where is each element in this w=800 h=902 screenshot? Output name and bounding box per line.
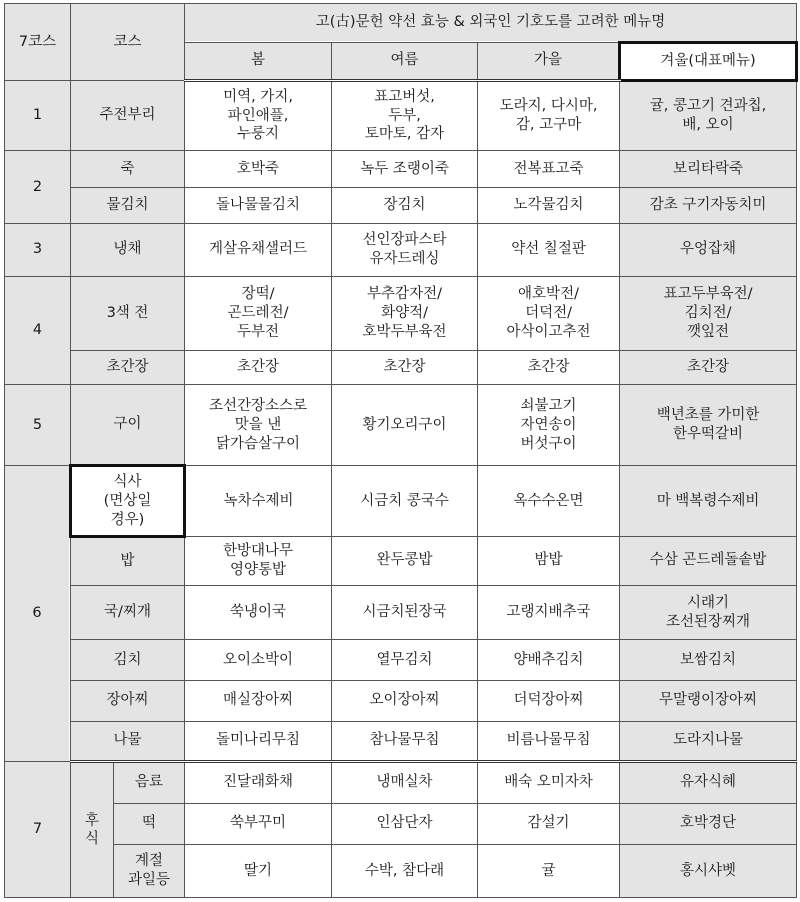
row-name: 계절 과일등 xyxy=(114,845,185,898)
header-autumn: 가을 xyxy=(478,42,620,81)
cell-summer: 녹두 조랭이죽 xyxy=(332,150,478,188)
cell-spring: 쑥부꾸미 xyxy=(185,803,332,845)
course-number: 3 xyxy=(5,223,71,276)
cell-winter: 시래기 조선된장찌개 xyxy=(620,585,797,640)
header-spring: 봄 xyxy=(185,42,332,81)
cell-autumn: 노각물김치 xyxy=(478,188,620,223)
cell-winter: 표고두부육전/ 김치전/ 깻잎전 xyxy=(620,276,797,350)
header-summer: 여름 xyxy=(332,42,478,81)
row-name: 음료 xyxy=(114,762,185,804)
cell-autumn: 비름나물무침 xyxy=(478,721,620,762)
course-number: 1 xyxy=(5,81,71,151)
cell-spring: 호박죽 xyxy=(185,150,332,188)
cell-summer: 수박, 참다래 xyxy=(332,845,478,898)
cell-summer: 시금치 콩국수 xyxy=(332,466,478,537)
cell-autumn: 약선 칠절판 xyxy=(478,223,620,276)
cell-spring: 진달래화채 xyxy=(185,762,332,804)
row-name: 구이 xyxy=(71,385,185,466)
cell-spring: 한방대나무 영양통밥 xyxy=(185,537,332,586)
table-row xyxy=(5,681,797,722)
header-course-number: 7코스 xyxy=(5,4,71,81)
cell-spring: 매실장아찌 xyxy=(185,681,332,722)
cell-spring: 장떡/ 곤드레전/ 두부전 xyxy=(185,276,332,350)
table-row xyxy=(5,803,797,845)
cell-winter: 보쌈김치 xyxy=(620,640,797,681)
table-row xyxy=(5,150,797,188)
cell-winter: 홍시샤벳 xyxy=(620,845,797,898)
row-name: 국/찌개 xyxy=(71,585,185,640)
cell-autumn: 전복표고죽 xyxy=(478,150,620,188)
cell-summer: 장김치 xyxy=(332,188,478,223)
table-row xyxy=(5,81,797,151)
row-name: 3색 전 xyxy=(71,276,185,350)
row-name: 주전부리 xyxy=(71,81,185,151)
cell-spring: 오이소박이 xyxy=(185,640,332,681)
cell-spring: 돌미나리무침 xyxy=(185,721,332,762)
cell-autumn: 귤 xyxy=(478,845,620,898)
row-name: 김치 xyxy=(71,640,185,681)
table-row xyxy=(5,385,797,466)
cell-autumn: 배숙 오미자차 xyxy=(478,762,620,804)
cell-summer: 황기오리구이 xyxy=(332,385,478,466)
cell-spring: 딸기 xyxy=(185,845,332,898)
cell-autumn: 애호박전/ 더덕전/ 아삭이고추전 xyxy=(478,276,620,350)
table-row xyxy=(5,640,797,681)
cell-spring: 미역, 가지, 파인애플, 누룽지 xyxy=(185,81,332,151)
header-course: 코스 xyxy=(71,4,185,81)
row-name: 나물 xyxy=(71,721,185,762)
cell-summer: 냉매실차 xyxy=(332,762,478,804)
table-row xyxy=(5,466,797,537)
table-row xyxy=(5,721,797,762)
cell-spring: 초간장 xyxy=(185,350,332,384)
cell-winter: 도라지나물 xyxy=(620,721,797,762)
table-row xyxy=(5,223,797,276)
table-row xyxy=(5,585,797,640)
course-menu-table xyxy=(4,3,798,898)
cell-spring: 게살유채샐러드 xyxy=(185,223,332,276)
cell-autumn: 밤밥 xyxy=(478,537,620,586)
cell-winter: 유자식혜 xyxy=(620,762,797,804)
dessert-label: 후 식 xyxy=(71,762,114,898)
table-row xyxy=(5,276,797,350)
cell-autumn: 옥수수온면 xyxy=(478,466,620,537)
cell-summer: 열무김치 xyxy=(332,640,478,681)
table-row xyxy=(5,537,797,586)
course-number: 6 xyxy=(5,466,71,762)
cell-autumn: 양배추김치 xyxy=(478,640,620,681)
course-number: 7 xyxy=(5,762,71,898)
cell-spring: 녹차수제비 xyxy=(185,466,332,537)
cell-summer: 시금치된장국 xyxy=(332,585,478,640)
row-name: 장아찌 xyxy=(71,681,185,722)
cell-winter: 마 백복령수제비 xyxy=(620,466,797,537)
course-number: 5 xyxy=(5,385,71,466)
cell-spring: 조선간장소스로 맛을 낸 닭가슴살구이 xyxy=(185,385,332,466)
cell-autumn: 초간장 xyxy=(478,350,620,384)
cell-spring: 쑥냉이국 xyxy=(185,585,332,640)
cell-autumn: 더덕장아찌 xyxy=(478,681,620,722)
cell-autumn: 감설기 xyxy=(478,803,620,845)
cell-winter: 호박경단 xyxy=(620,803,797,845)
cell-summer: 초간장 xyxy=(332,350,478,384)
course-number: 4 xyxy=(5,276,71,384)
header-winter: 겨울(대표메뉴) xyxy=(620,42,797,81)
cell-summer: 오이장아찌 xyxy=(332,681,478,722)
cell-spring: 돌나물물김치 xyxy=(185,188,332,223)
cell-winter: 우엉잡채 xyxy=(620,223,797,276)
cell-winter: 수삼 곤드레돌솥밥 xyxy=(620,537,797,586)
cell-summer: 부추감자전/ 화양적/ 호박두부육전 xyxy=(332,276,478,350)
cell-autumn: 고랭지배추국 xyxy=(478,585,620,640)
table-row xyxy=(5,845,797,898)
row-name: 떡 xyxy=(114,803,185,845)
header-row-1 xyxy=(5,4,797,43)
cell-summer: 선인장파스타 유자드레싱 xyxy=(332,223,478,276)
cell-summer: 표고버섯, 두부, 토마토, 감자 xyxy=(332,81,478,151)
course-number: 2 xyxy=(5,150,71,223)
cell-autumn: 쇠불고기 자연송이 버섯구이 xyxy=(478,385,620,466)
cell-winter: 초간장 xyxy=(620,350,797,384)
cell-autumn: 도라지, 다시마, 감, 고구마 xyxy=(478,81,620,151)
cell-summer: 참나물무침 xyxy=(332,721,478,762)
cell-summer: 완두콩밥 xyxy=(332,537,478,586)
cell-winter: 보리타락죽 xyxy=(620,150,797,188)
row-name: 죽 xyxy=(71,150,185,188)
table-row xyxy=(5,762,797,804)
cell-winter: 무말랭이장아찌 xyxy=(620,681,797,722)
table-row xyxy=(5,350,797,384)
row-name: 밥 xyxy=(71,537,185,586)
row-name: 냉채 xyxy=(71,223,185,276)
cell-summer: 인삼단자 xyxy=(332,803,478,845)
cell-winter: 백년초를 가미한 한우떡갈비 xyxy=(620,385,797,466)
header-title: 고(古)문헌 약선 효능 & 외국인 기호도를 고려한 메뉴명 xyxy=(185,4,797,43)
row-name: 식사 (면상일 경우) xyxy=(71,466,185,537)
table-row xyxy=(5,188,797,223)
row-name: 초간장 xyxy=(71,350,185,384)
cell-winter: 귤, 콩고기 견과칩, 배, 오이 xyxy=(620,81,797,151)
cell-winter: 감초 구기자동치미 xyxy=(620,188,797,223)
row-name: 물김치 xyxy=(71,188,185,223)
